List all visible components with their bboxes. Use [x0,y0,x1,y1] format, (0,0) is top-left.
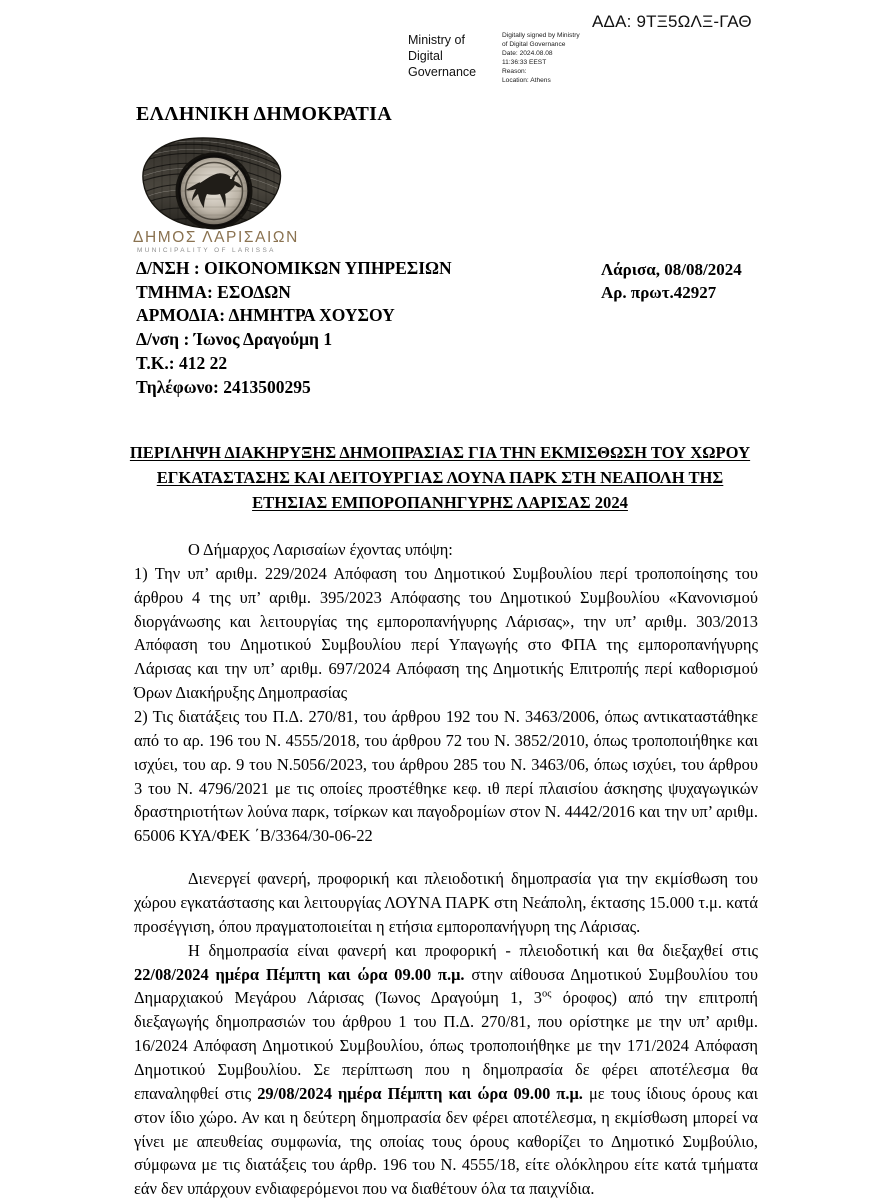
floor-ordinal-suffix: ος [542,989,552,1000]
document-title [110,440,770,516]
signature-line-1: Digitally signed by Ministry [502,32,580,39]
body-item-2: 2) Τις διατάξεις του Π.Δ. 270/81, του άρθρου 192 του Ν. 3463/2006, όπως αντικαταστάθηκε από το αρ. 196 του Ν. 4555/2018, του άρθρου 72 του Ν. 3852/2010, όπως τροποποιήθηκε και ισχύει, του αρ. 9 του Ν.5056/2023, του άρθρου 285 του Ν. 3463/06, όπως ισχύει, του άρθρου 3 του Ν. 4796/2021 με τις οποίες προστέθηκε κεφ. ιθ περί πλαισίου άσκησης ψυχαγωγικών δραστηριοτήτων λούνα παρκ, τσίρκων και παγοδρομίων στον Ν. 4442/2016 και την υπ’ αριθμ. 65006 ΚΥΑ/ΦΕΚ ΄Β/3364/30-06-22 [134,707,758,846]
para4-segment-d: με τους ίδιους όρους και στον ίδιο χώρο. Αν και η δεύτερη δημοπρασία δεν φέρει αποτέλεσμα, η εκμίσθωση μπορεί να γίνει με απευθείας συμφωνία, της οποίας τους όρους καθορίζει το Δημοτικό Συμβούλιο, σύμφωνα με τις διατάξεις του άρθρ. 196 του Ν. 4555/18, είτε ολόκληρου είτε κατά τμήματα εάν δεν υπάρχουν ενδιαφερόμενοι που να διαθέτουν όλα τα παιχνίδια. [134,1083,758,1199]
document-body [134,538,758,1201]
ministry-name-label: Ministry of Digital Governance [408,33,477,79]
body-paragraph-3: Διενεργεί φανερή, προφορική και πλειοδοτική δημοπρασία για την εκμίσθωση του χώρου εγκατάστασης και λειτουργίας ΛΟΥΝΑ ΠΑΡΚ στη Νεάπολη, έκτασης 15.000 τ.μ. κατά προσέγγιση, όπου πραγματοποιείται η ετήσια εμποροπανήγυρη της Λάρισας. [134,869,758,936]
document-title-line-2: ΕΓΚΑΤΑΣΤΑΣΗΣ ΚΑΙ ΛΕΙΤΟΥΡΓΙΑΣ ΛΟΥΝΑ ΠΑΡΚ ΣΤΗ ΝΕΑΠΟΛΗ ΤΗΣ [156,468,724,488]
sender-address: Δ/νση : Ίωνος Δραγούμη 1 [136,329,333,350]
body-intro: Ο Δήμαρχος Λαρισαίων έχοντας υπόψη: [188,540,453,559]
document-meta-block [601,258,851,305]
para4-segment-c: όροφος) από την επιτροπή διεξαγωγής δημοπρασιών του άρθρου 1 του Π.Δ. 270/81, που ορίστηκε με την υπ’ αριθμ. 16/2024 Απόφαση Δημοτικού Συμβουλίου, όπως τροποποιήθηκε με την 171/2024 Απόφαση Δημοτικού Συμβουλίου. Σε περίπτωση που η δημοπρασία δε φέρει αποτέλεσμα θα επαναληφθεί στις [134,988,758,1103]
auction-date-primary: 22/08/2024 ημέρα Πέμπτη και ώρα 09.00 π.μ. [134,964,465,984]
ada-signature-band [0,0,880,96]
auction-date-repeat: 29/08/2024 ημέρα Πέμπτη και ώρα 09.00 π.μ. [257,1083,583,1103]
signature-reason: Reason: [502,67,527,75]
body-item-1: 1) Την υπ’ αριθμ. 229/2024 Απόφαση του Δημοτικού Συμβουλίου περί τροποποίησης του άρθρου 4 της υπ’ αριθμ. 395/2023 Απόφασης του Δημοτικού Συμβουλίου «Κανονισμού διοργάνωσης και λειτουργίας της εμποροπανήγυρης Λάρισας», την υπ’ αριθμ. 303/2013 Απόφαση του Δημοτικού Συμβουλίου περί Υπαγωγής στο ΦΠΑ της εμποροπανήγυρης Λάρισας και την υπ’ αριθμ. 697/2024 Απόφαση της Δημοτικής Επιτροπής περί καθορισμού Όρων Διακήρυξης Δημοπρασίας [134,563,758,703]
signature-time: 11:36:33 EEST [502,58,547,66]
body-paragraph-4 [134,939,758,1201]
document-title-line-3: ΕΤΗΣΙΑΣ ΕΜΠΟΡΟΠΑΝΗΓΥΡΗΣ ΛΑΡΙΣΑΣ 2024 [252,493,628,513]
sender-postcode: Τ.Κ.: 412 22 [136,352,228,373]
signature-date: Date: 2024.08.08 [502,49,553,57]
signature-location: Location: Athens [502,76,551,84]
hellenic-republic-title: ΕΛΛΗΝΙΚΗ ΔΗΜΟΚΡΑΤΙΑ [136,103,392,125]
sender-responsible: ΑΡΜΟΔΙΑ: ΔΗΜΗΤΡΑ ΧΟΥΣΟΥ [136,305,395,326]
para4-segment-a: Η δημοπρασία είναι φανερή και προφορική - πλειοδοτική και θα διεξαχθεί στις [188,940,758,960]
digital-signature-details [502,32,610,86]
protocol-number: Αρ. πρωτ.42927 [601,283,717,303]
signature-line-2: of Digital Governance [502,40,566,48]
sender-block [136,257,566,399]
document-title-line-1: ΠΕΡΙΛΗΨΗ ΔΙΑΚΗΡΥΞΗΣ ΔΗΜΟΠΡΑΣΙΑΣ ΓΙΑ ΤΗΝ ΕΚΜΙΣΘΩΣΗ ΤΟΥ ΧΩΡΟΥ [129,443,751,462]
ada-code: ΑΔΑ: 9ΤΞ5ΩΛΞ-ΓΑΘ [592,12,752,31]
sender-phone: Τηλέφωνο: 2413500295 [136,376,311,397]
sender-directorate: Δ/ΝΣΗ : ΟΙΚΟΝΟΜΙΚΩΝ ΥΠΗΡΕΣΙΩΝ [136,258,452,278]
emblem-title: ΔΗΜΟΣ ΛΑΡΙΣΑΙΩΝ [133,229,299,246]
emblem-subtitle: MUNICIPALITY OF LARISSA [137,247,276,254]
sender-department: ΤΜΗΜΑ: ΕΣΟΔΩΝ [136,281,291,302]
para4-segment-b: στην αίθουσα Δημοτικού Συμβουλίου του Δημαρχιακού Μεγάρου Λάρισας (Ίωνος Δραγούμη 1, 3 [134,964,758,1008]
place-and-date: Λάρισα, 08/08/2024 [601,260,742,279]
